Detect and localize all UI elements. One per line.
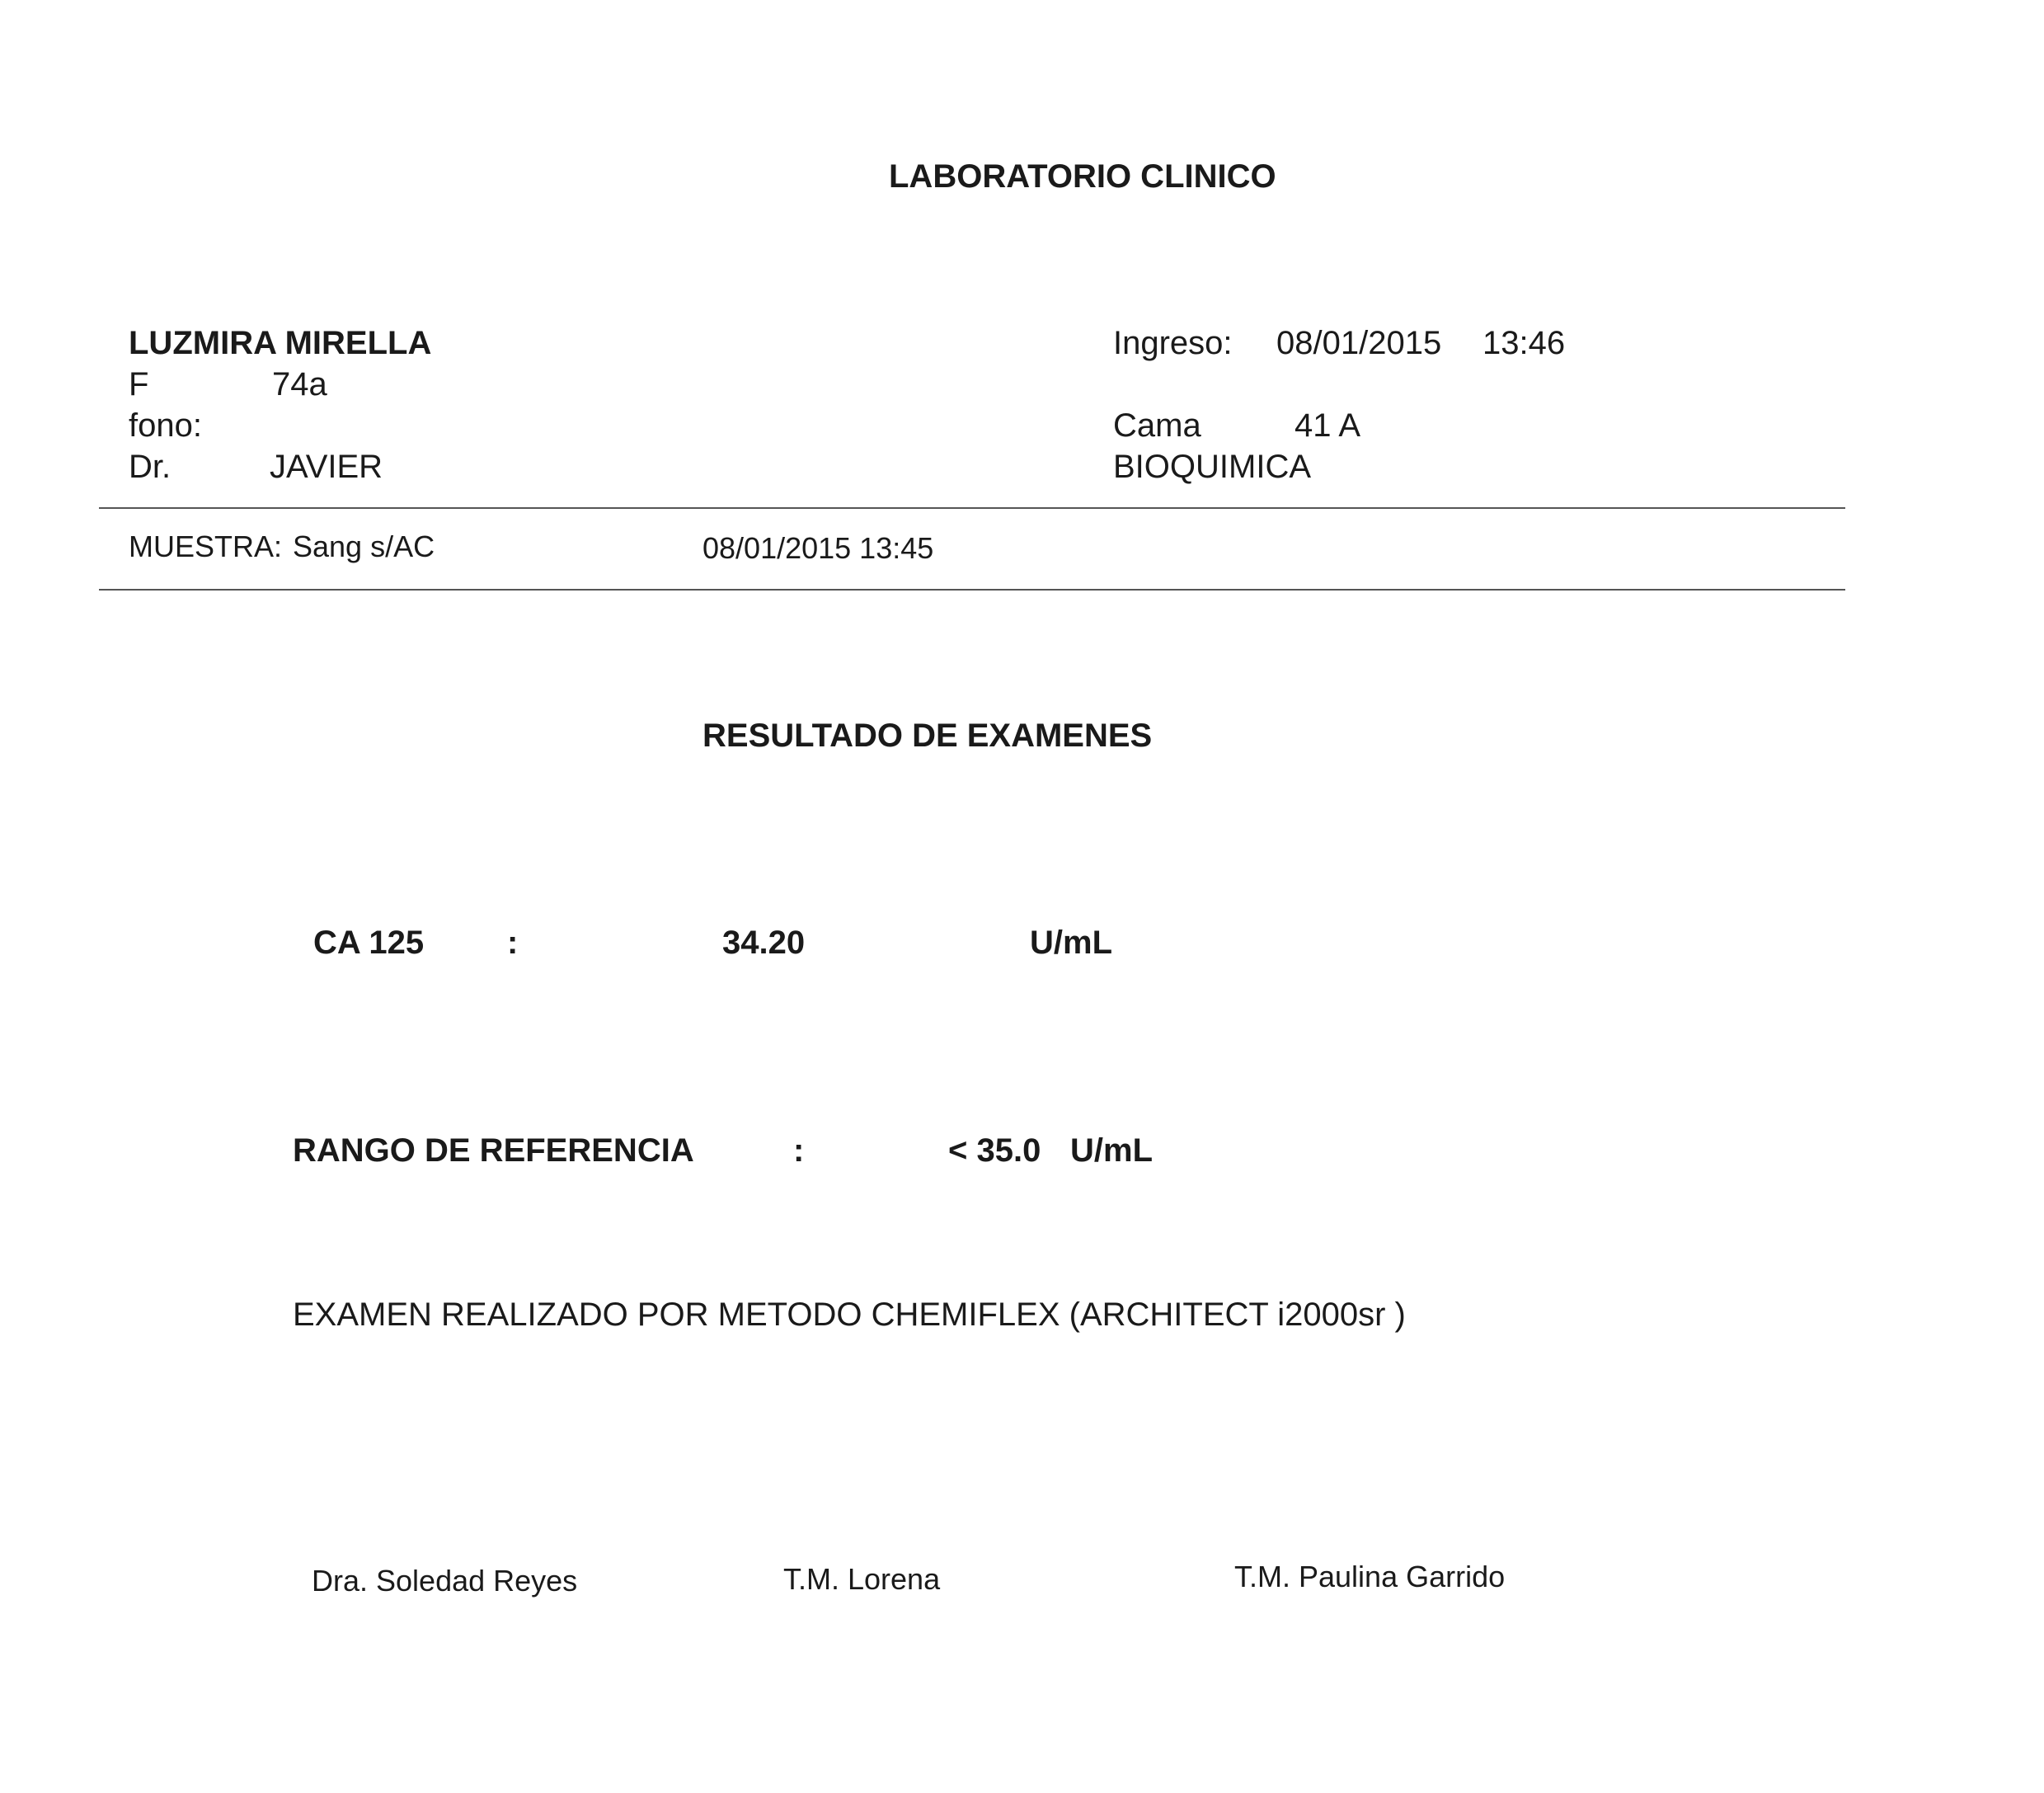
signature-name: T.M. Lorena: [783, 1562, 941, 1596]
bed-value: 41 A: [1295, 407, 1361, 444]
ingreso-time: 13:46: [1482, 325, 1566, 361]
sample-type: Sang s/AC: [293, 529, 435, 563]
doctor-name: JAVIER: [270, 449, 383, 485]
results-heading: RESULTADO DE EXAMENES: [702, 718, 1153, 754]
sample-label: MUESTRA:: [129, 529, 283, 563]
test-separator: :: [507, 925, 519, 961]
test-value: 34.20: [722, 925, 806, 961]
reference-unit: U/mL: [1070, 1132, 1153, 1169]
divider-top: [99, 507, 1845, 509]
method-note: EXAMEN REALIZADO POR METODO CHEMIFLEX (ARCHITECT i2000sr ): [293, 1297, 1406, 1333]
test-name: CA 125: [313, 925, 425, 961]
section-name: BIOQUIMICA: [1113, 449, 1312, 485]
reference-label: RANGO DE REFERENCIA: [293, 1132, 694, 1169]
patient-sex: F: [129, 366, 149, 402]
reference-separator: :: [793, 1132, 805, 1169]
signature-name: T.M. Paulina Garrido: [1234, 1560, 1506, 1593]
test-unit: U/mL: [1030, 925, 1112, 961]
ingreso-date: 08/01/2015: [1276, 325, 1442, 361]
bed-label: Cama: [1113, 407, 1201, 444]
patient-age: 74a: [272, 366, 327, 402]
reference-value: < 35.0: [948, 1132, 1041, 1169]
phone-label: fono:: [129, 407, 202, 444]
ingreso-label: Ingreso:: [1113, 325, 1233, 361]
divider-bottom: [99, 589, 1845, 591]
signature-name: Dra. Soledad Reyes: [312, 1564, 578, 1598]
patient-name: LUZMIRA MIRELLA: [129, 325, 432, 361]
sample-datetime: 08/01/2015 13:45: [702, 531, 934, 565]
page-title: LABORATORIO CLINICO: [889, 158, 1276, 195]
doctor-label: Dr.: [129, 449, 172, 485]
